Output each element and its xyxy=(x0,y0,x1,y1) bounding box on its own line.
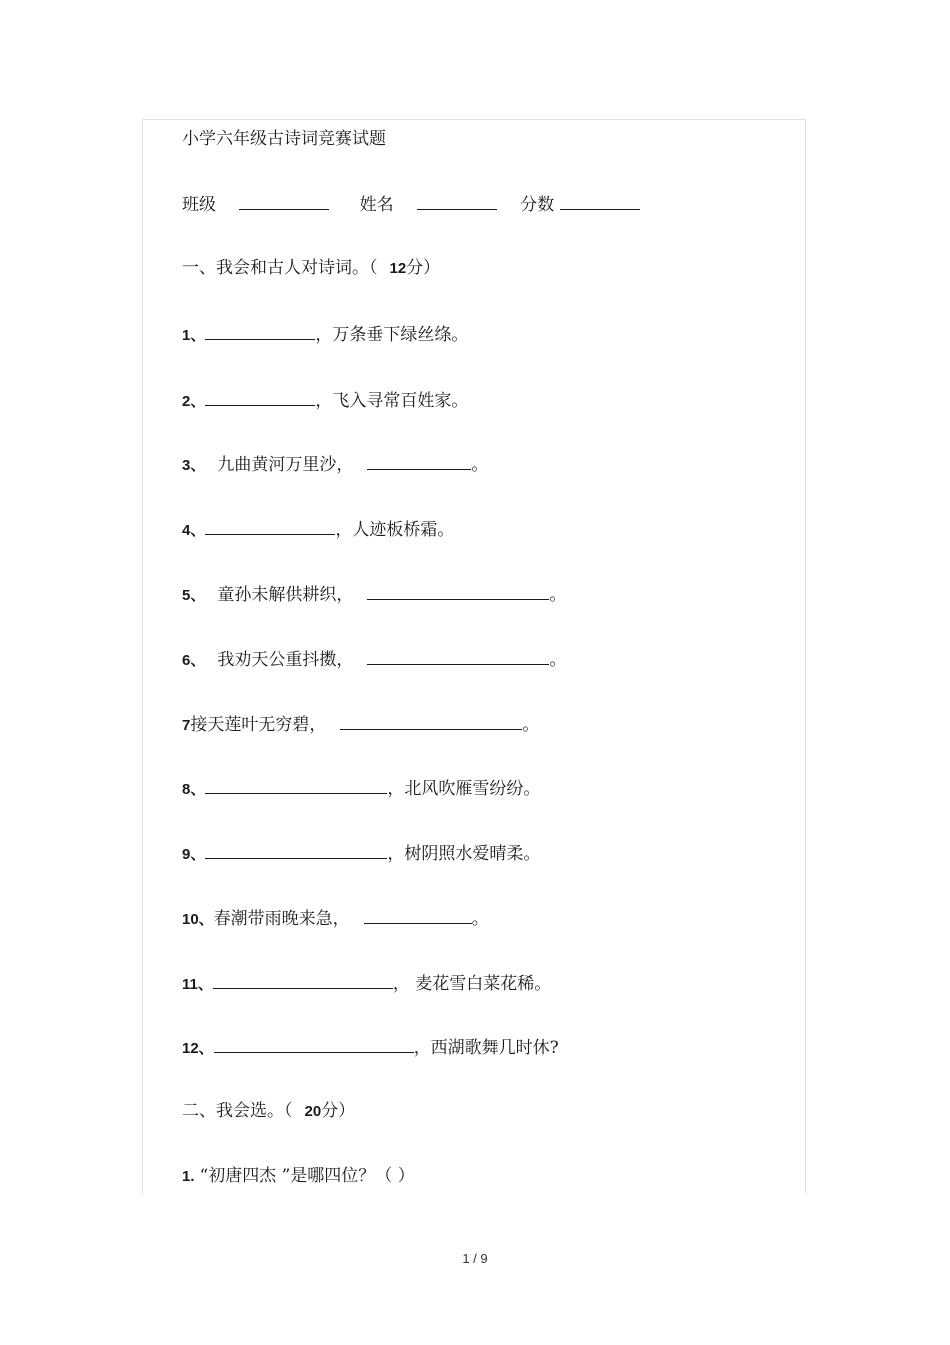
answer-blank xyxy=(205,842,387,859)
answer-blank xyxy=(340,713,522,730)
page-indicator: 1 / 9 xyxy=(462,1251,488,1266)
question-item-3: 3、 九曲黄河万里沙， 。 xyxy=(182,455,489,475)
class-label: 班级 xyxy=(182,195,216,215)
answer-blank xyxy=(214,1036,414,1053)
section2-heading: 二、我会选。（ 20分） xyxy=(182,1101,356,1121)
question-item-8: 8、 ，北风吹雁雪纷纷。 xyxy=(182,779,541,799)
score-label: 分数 xyxy=(520,195,555,215)
answer-blank xyxy=(364,907,472,924)
answer-blank xyxy=(367,648,549,665)
name-blank xyxy=(417,193,497,210)
answer-blank xyxy=(205,777,387,794)
score-blank xyxy=(560,193,640,210)
question-item-7: 7接天莲叶无穷碧， 。 xyxy=(182,715,540,735)
question-item-10: 10、春潮带雨晚来急， 。 xyxy=(182,909,489,929)
question-item-1: 1、 ，万条垂下绿丝绦。 xyxy=(182,325,469,345)
question-item-11: 11、 ， 麦花雪白菜花稀。 xyxy=(182,974,552,994)
section1-heading: 一、我会和古人对诗词。（ 12分） xyxy=(182,258,441,278)
answer-blank xyxy=(367,453,471,470)
section2-question-1: 1. “初唐四杰 ”是哪四位？（ ） xyxy=(182,1166,415,1186)
question-item-2: 2、 ，飞入寻常百姓家。 xyxy=(182,391,469,411)
student-info-row xyxy=(182,193,640,216)
question-item-9: 9、 ，树阴照水爱晴柔。 xyxy=(182,844,541,864)
answer-blank xyxy=(205,389,315,406)
question-item-5: 5、 童孙未解供耕织， 。 xyxy=(182,585,567,605)
question-item-6: 6、 我劝天公重抖擞， 。 xyxy=(182,650,567,670)
question-item-12: 12、 ，西湖歌舞几时休? xyxy=(182,1038,559,1058)
question-item-4: 4、 ，人迹板桥霜。 xyxy=(182,520,455,540)
class-blank xyxy=(239,193,329,210)
answer-blank xyxy=(213,972,393,989)
name-label: 姓名 xyxy=(359,195,394,215)
answer-blank xyxy=(367,583,549,600)
answer-blank xyxy=(205,518,335,535)
page-title: 小学六年级古诗词竞赛试题 xyxy=(182,129,386,149)
answer-blank xyxy=(205,323,315,340)
